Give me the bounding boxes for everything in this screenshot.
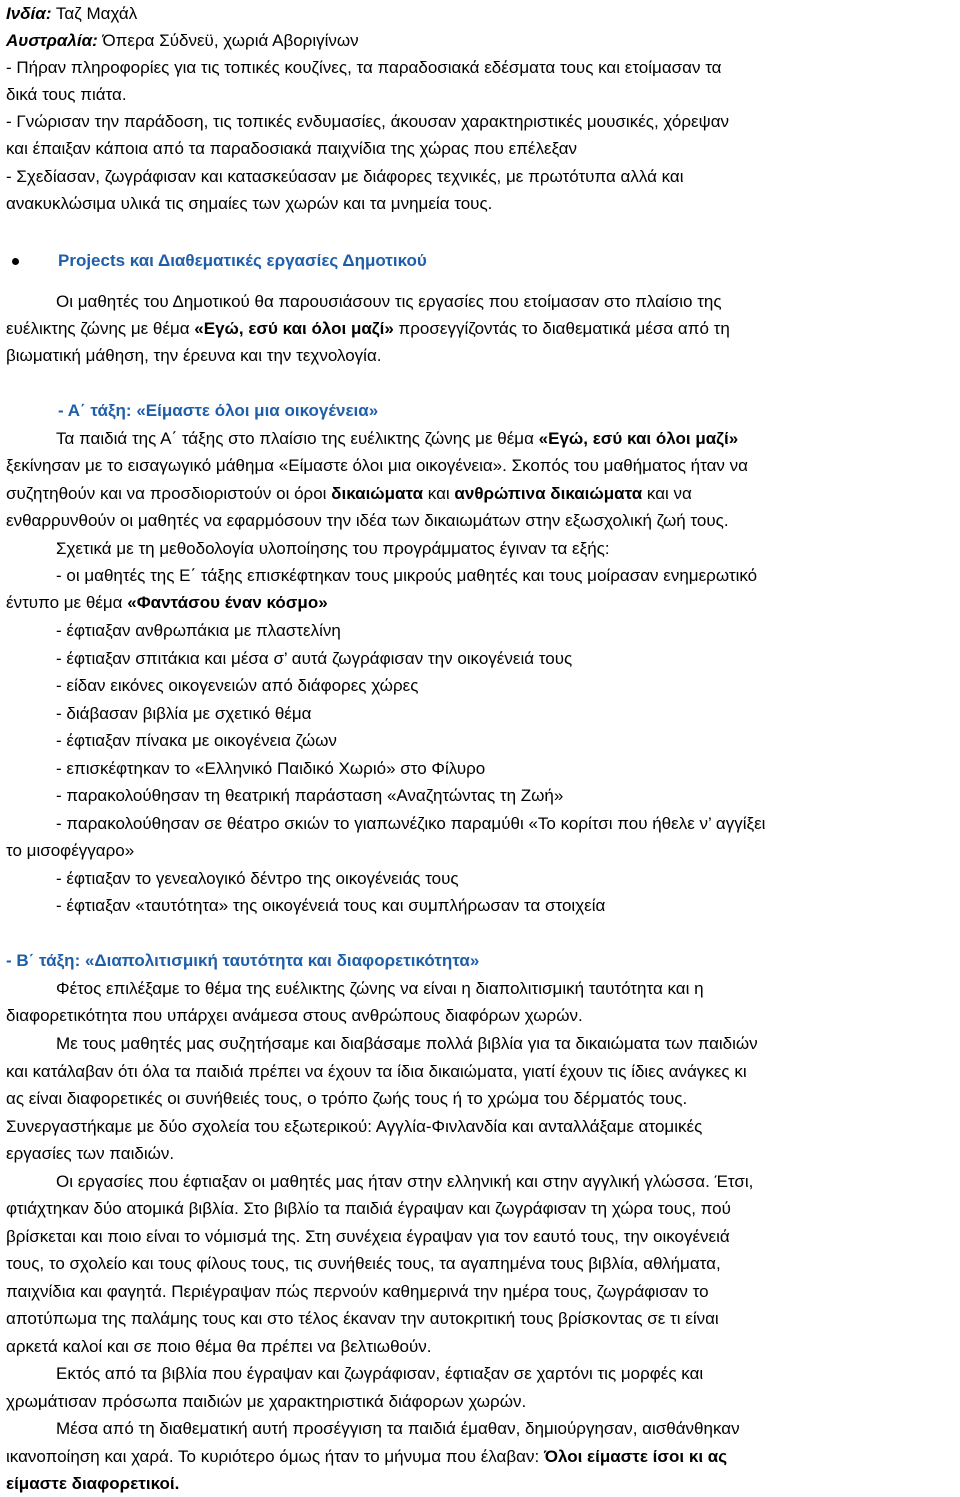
projects-heading: Projects και Διαθεματικές εργασίες Δημοτικού [58,251,427,270]
text-line: αποτύπωμα της παλάμης τους και στο τέλος έκαναν την αυτοκριτική τους βρίσκοντας σε τι είναι [6,1309,719,1328]
australia-line: Αυστραλία: Όπερα Σύδνεϋ, χωριά Αβοριγίνων [6,31,359,50]
text-line: Σχετικά με τη μεθοδολογία υλοποίησης του προγράμματος έγιναν τα εξής: [56,539,610,558]
text-line: και έπαιξαν κάποια από τα παραδοσιακά παιχνίδια της χώρας που επέλεξαν [6,139,578,158]
list-item: - έφτιαξαν σπιτάκια και μέσα σ’ αυτά ζωγράφισαν την οικογένειά τους [56,649,573,668]
list-item: - έφτιαξαν «ταυτότητα» της οικογένειά τους και συμπλήρωσαν τα στοιχεία [56,896,606,915]
text-line: συζητηθούν και να προσδιοριστούν οι όροι δικαιώματα και ανθρώπινα δικαιώματα και να [6,484,692,503]
text-line: βρίσκεται και ποιο είναι το νόμισμά της. Στη συνέχεια έγραψαν για τον εαυτό τους, την οικογένειά [6,1227,730,1246]
text-line: Μέσα από τη διαθεματική αυτή προσέγγιση τα παιδιά έμαθαν, δημιούργησαν, αισθάνθηκαν [56,1419,740,1438]
text-line: τους, το σχολείο και τους φίλους τους, τις συνήθειές τους, τα αγαπημένα τους βιβλία, αθλήματα, [6,1254,721,1273]
list-item: - έφτιαξαν ανθρωπάκια με πλαστελίνη [56,621,341,640]
text-line: - Πήραν πληροφορίες για τις τοπικές κουζίνες, τα παραδοσιακά εδέσματα τους και ετοίμασαν τα [6,58,722,77]
text-line: Με τους μαθητές μας συζητήσαμε και διαβάσαμε πολλά βιβλία για τα δικαιώματα των παιδιών [56,1034,758,1053]
text-line: ενθαρρυνθούν οι μαθητές να εφαρμόσουν την ιδέα των δικαιωμάτων στην εξωσχολική ζωή τους. [6,511,729,530]
text-line: Συνεργαστήκαμε με δύο σχολεία του εξωτερικού: Αγγλία-Φινλανδία και ανταλλάξαμε ατομικές [6,1117,703,1136]
b-class-heading: - Β΄ τάξη: «Διαπολιτισμική ταυτότητα και διαφορετικότητα» [6,951,480,970]
text-line: έντυπο με θέμα «Φαντάσου έναν κόσμο» [6,593,328,612]
text-line: ξεκίνησαν με το εισαγωγικό μάθημα «Είμαστε όλοι μια οικογένεια». Σκοπός του μαθήματος ήταν να [6,456,748,475]
bullet-icon [12,258,19,265]
text-line: βιωματική μάθηση, την έρευνα και την τεχνολογία. [6,346,382,365]
list-item: - έφτιαξαν το γενεαλογικό δέντρο της οικογένειάς τους [56,869,459,888]
list-item: - παρακολούθησαν τη θεατρική παράσταση «Αναζητώντας τη Ζωή» [56,786,564,805]
text-line: ευέλικτης ζώνης με θέμα «Εγώ, εσύ και όλοι μαζί» προσεγγίζοντάς το διαθεματικά μέσα από τη [6,319,730,338]
list-item: - είδαν εικόνες οικογενειών από διάφορες χώρες [56,676,419,695]
list-item: - έφτιαξαν πίνακα με οικογένεια ζώων [56,731,337,750]
india-line: Ινδία: Ταζ Μαχάλ [6,4,138,23]
text-line: - οι μαθητές της Ε΄ τάξης επισκέφτηκαν τους μικρούς μαθητές και τους μοίρασαν ενημερωτικό [56,566,758,585]
text-line: - Γνώρισαν την παράδοση, τις τοπικές ενδυμασίες, άκουσαν χαρακτηριστικές μουσικές, χόρεψαν [6,112,730,131]
text-line: διαφορετικότητα που υπάρχει ανάμεσα στους ανθρώπους διαφόρων χωρών. [6,1006,583,1025]
text-line: δικά τους πιάτα. [6,85,127,104]
text-line: εργασίες των παιδιών. [6,1144,175,1163]
text-line: παιχνίδια και φαγητά. Περιέγραψαν πώς περνούν καθημερινά την ημέρα τους, ζωγράφισαν το [6,1282,709,1301]
text-line: Εκτός από τα βιβλία που έγραψαν και ζωγράφισαν, έφτιαξαν σε χαρτόνι τις μορφές και [56,1364,704,1383]
list-item: - παρακολούθησαν σε θέατρο σκιών το γιαπωνέζικο παραμύθι «Το κορίτσι που ήθελε ν’ αγγίξει [56,814,766,833]
text-line: Οι εργασίες που έφτιαξαν οι μαθητές μας ήταν στην ελληνική και στην αγγλική γλώσσα. Έτσι, [56,1172,754,1191]
text-line: είμαστε διαφορετικοί. [6,1474,180,1493]
text-line: Φέτος επιλέξαμε το θέμα της ευέλικτης ζώνης να είναι η διαπολιτισμική ταυτότητα και η [56,979,704,998]
a-class-heading: - Α΄ τάξη: «Είμαστε όλοι μια οικογένεια» [58,401,379,420]
text-line: φτιάχτηκαν δύο ατομικά βιβλία. Στο βιβλίο τα παιδιά έγραψαν και ζωγράφισαν τη χώρα τους, πού [6,1199,731,1218]
text-line: ανακυκλώσιμα υλικά τις σημαίες των χωρών και τα μνημεία τους. [6,194,493,213]
list-item: - επισκέφτηκαν το «Ελληνικό Παιδικό Χωριό» στο Φίλυρο [56,759,486,778]
text-line: ικανοποίηση και χαρά. Το κυριότερο όμως ήταν το μήνυμα που έλαβαν: Όλοι είμαστε ίσοι κι ας [6,1447,728,1466]
text-line: Τα παιδιά της Α΄ τάξης στο πλαίσιο της ευέλικτης ζώνης με θέμα «Εγώ, εσύ και όλοι μαζί» [56,429,739,448]
text-line: ας είναι διαφορετικές οι συνήθειές τους, ο τρόπο ζωής τους ή το χρώμα του δέρματός τους. [6,1089,688,1108]
text-line: αρκετά καλοί και σε ποιο θέμα θα πρέπει να βελτιωθούν. [6,1337,432,1356]
text-line: χρωμάτισαν πρόσωπα παιδιών με χαρακτηριστικά διάφορων χωρών. [6,1392,527,1411]
list-item-continuation: το μισοφέγγαρο» [6,841,135,860]
text-line: και κατάλαβαν ότι όλα τα παιδιά πρέπει να έχουν τα ίδια δικαιώματα, γιατί έχουν τις ίδιες ανάγκες κι [6,1062,747,1081]
text-line: Οι μαθητές του Δημοτικού θα παρουσιάσουν τις εργασίες που ετοίμασαν στο πλαίσιο της [56,292,722,311]
text-line: - Σχεδίασαν, ζωγράφισαν και κατασκεύασαν με διάφορες τεχνικές, με πρωτότυπα αλλά και [6,167,684,186]
list-item: - διάβασαν βιβλία με σχετικό θέμα [56,704,312,723]
